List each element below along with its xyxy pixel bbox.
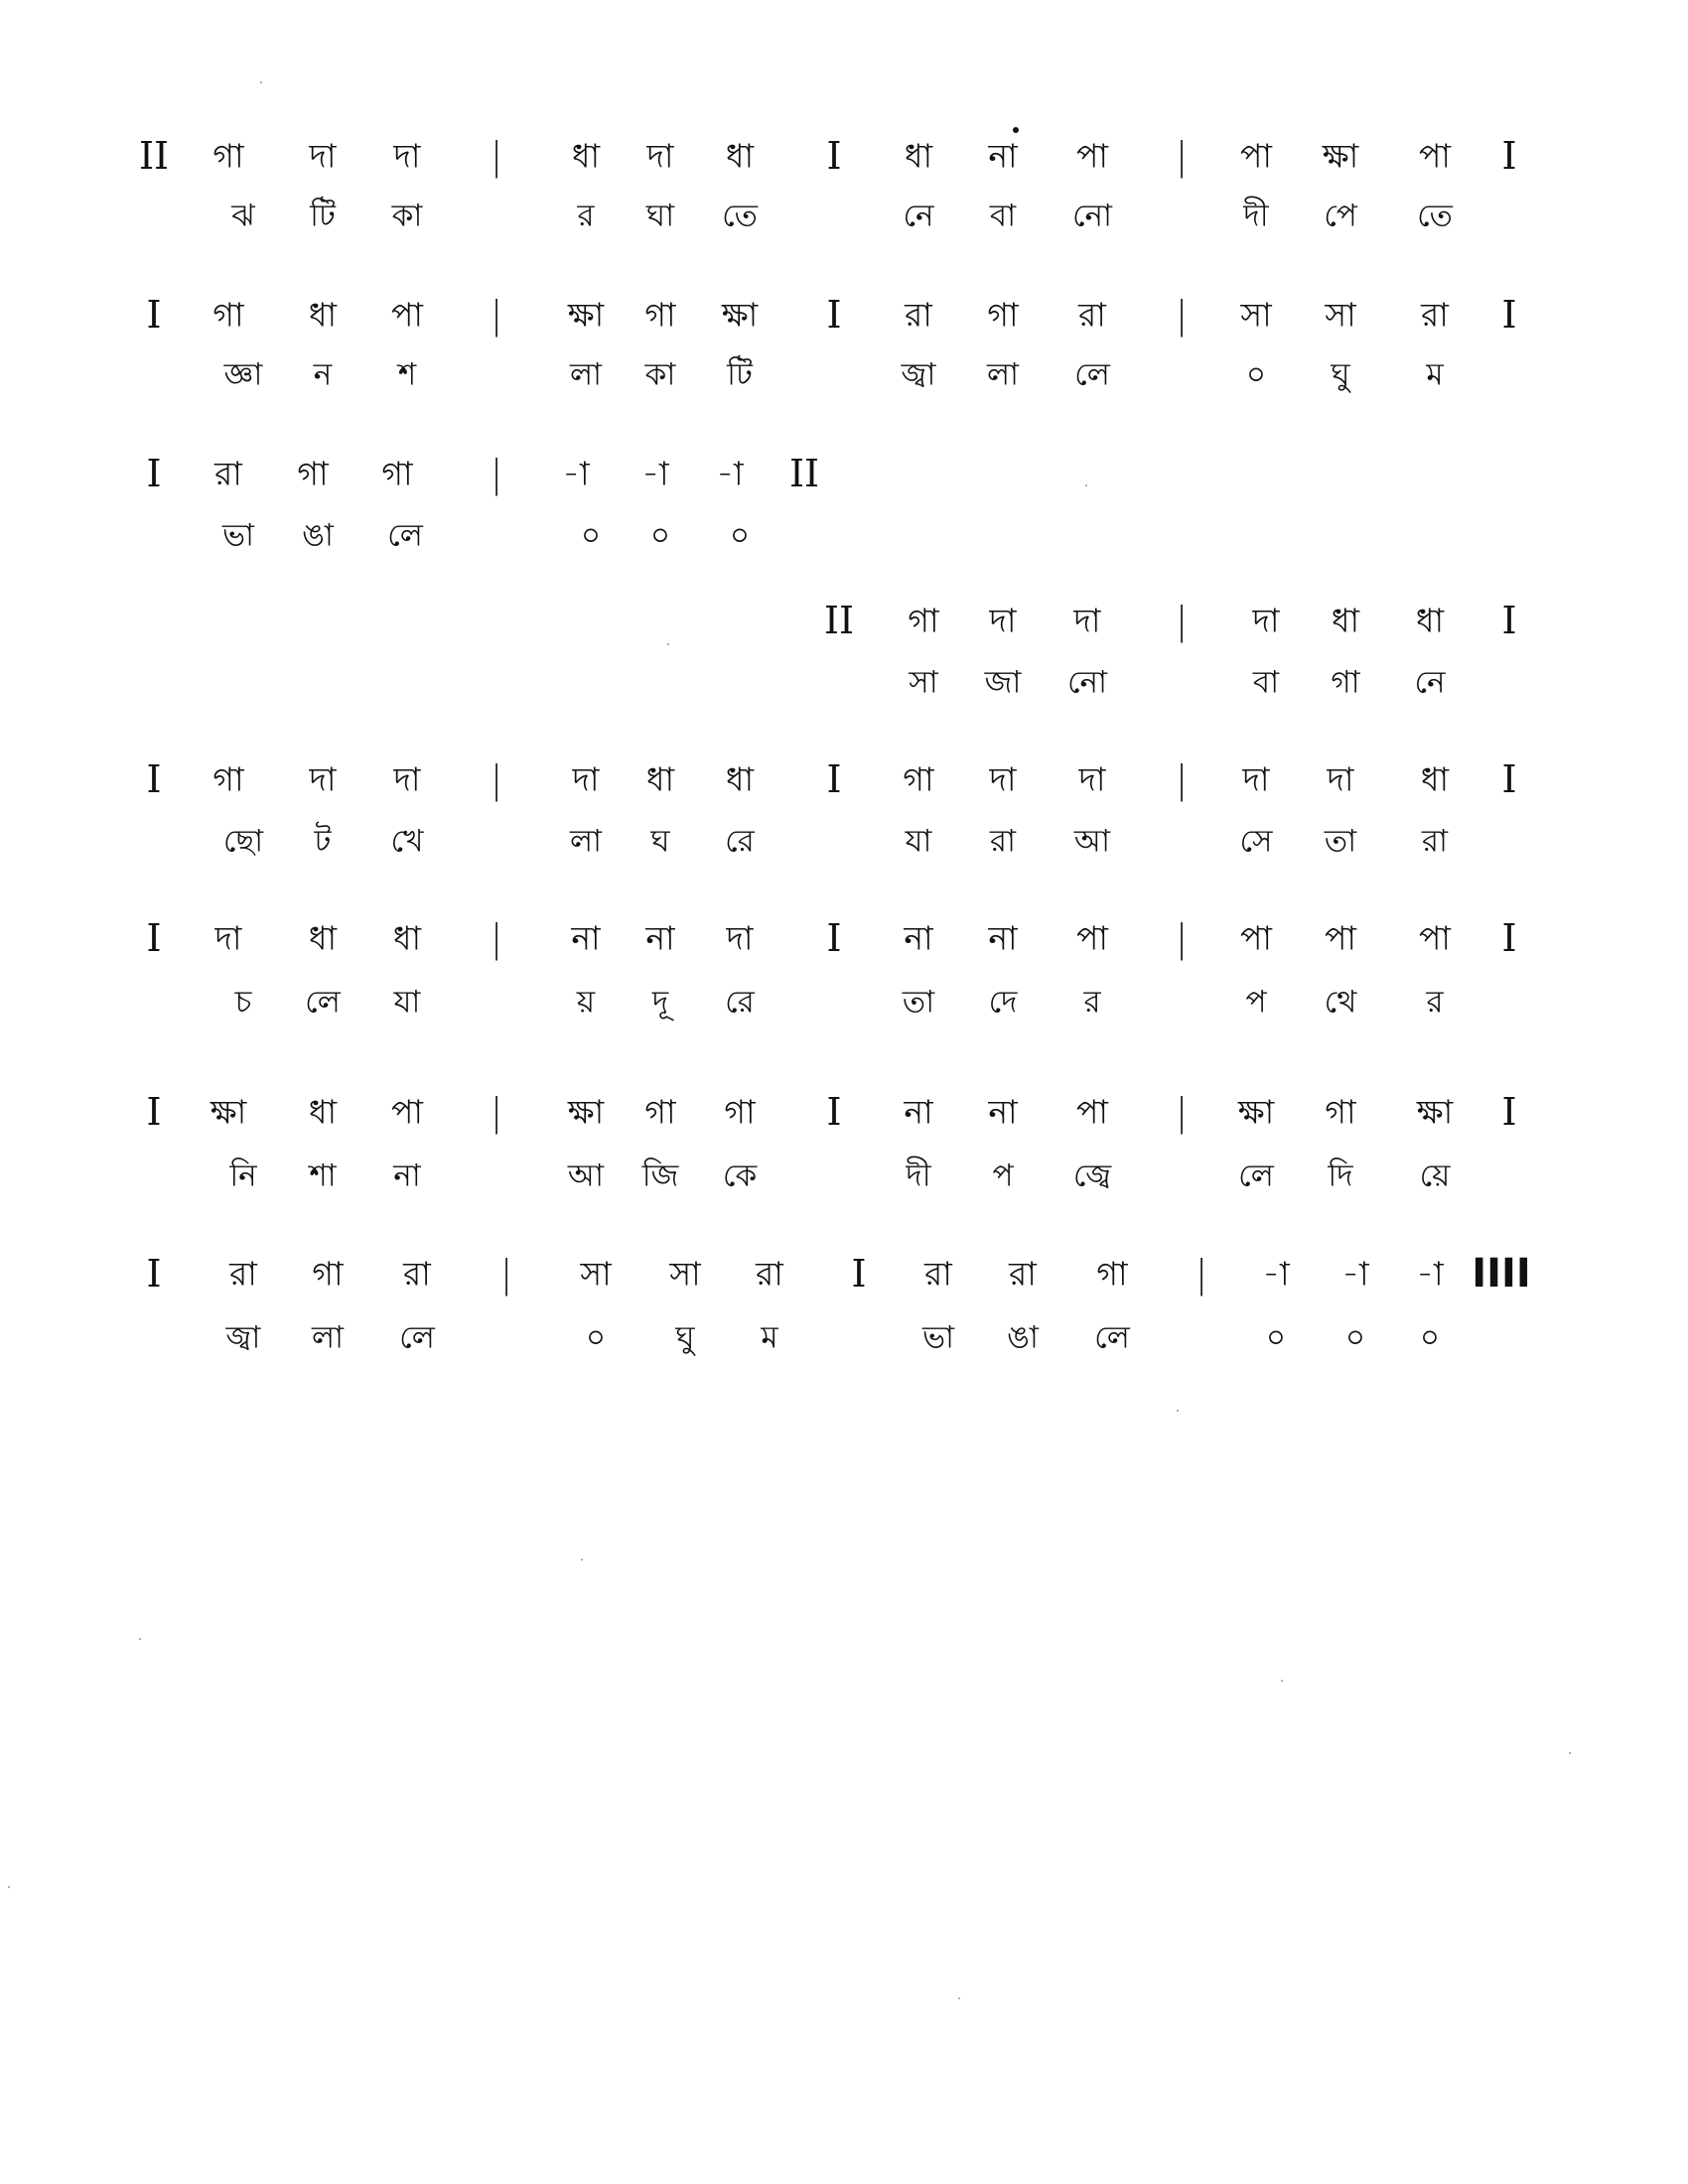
lyric-syllable: ঘ [650,823,670,860]
lyric-syllable: জ্বা [901,356,936,393]
section-start-barline: II [138,134,170,178]
lyric-syllable: রে [725,823,755,860]
swara-note: পা [1325,918,1356,958]
lyric-syllable: জ্বে [1072,1158,1112,1194]
swara-note: দা [646,136,674,176]
swara-note: পা [1076,918,1108,958]
swara-note: দা [393,759,421,799]
swara-note: ধা [1420,759,1450,799]
swara-note: ক্ষা [1237,1092,1275,1132]
lyric-syllable: ঘু [675,1319,695,1356]
swara-note: -া [1262,1254,1290,1294]
swara-note: দা [1252,601,1280,640]
swara-note: -া [716,454,744,493]
lyric-syllable: প [1245,984,1267,1021]
barline: I [826,757,842,801]
lyric-syllable: ঘু [1331,356,1350,393]
lyric-syllable: নো [1066,664,1108,701]
lyric-syllable: তা [902,984,935,1021]
final-double-barline: IIII [1472,1251,1531,1297]
swara-note: পা [1240,918,1272,958]
lyric-syllable: ঝ [231,198,255,234]
swara-note: পা [1419,918,1451,958]
lyric-syllable: কা [391,198,423,234]
lyric-syllable: শ [397,356,417,393]
barline: I [826,916,842,960]
swara-note: রা [756,1254,783,1294]
lyric-syllable: লে [387,517,423,554]
barline: I [1501,134,1517,178]
barline: I [1501,757,1517,801]
swara-note: -া [1341,1254,1369,1294]
lyric-syllable: জ্ঞা [223,356,263,393]
lyric-syllable: না [393,1158,421,1194]
swara-note: ধা [725,759,755,799]
scan-speck [958,1997,960,1999]
barline: I [1501,1090,1517,1134]
scan-speck [1281,1680,1283,1682]
beat-divider: | [490,757,503,801]
swara-note: রা [905,295,932,335]
beat-divider: | [490,1090,503,1134]
swara-note: ক্ষা [567,1092,605,1132]
swara-note: -া [562,454,590,493]
lyric-syllable: যা [905,823,932,860]
lyric-syllable: যা [393,984,421,1021]
swara-note: গা [381,454,413,493]
scan-speck [1569,1752,1571,1754]
lyric-syllable: চ [234,984,252,1021]
swara-note: পা [391,1092,423,1132]
lyric-syllable: র [1426,984,1444,1021]
lyric-syllable: নো [1071,198,1113,234]
lyric-syllable: দী [1243,198,1269,234]
swara-note: দা [1242,759,1270,799]
lyric-syllable: লা [311,1319,345,1356]
barline: I [1501,599,1517,642]
lyric-syllable: দি [1328,1158,1353,1194]
beat-divider: | [1175,1090,1189,1134]
barline: I [1501,916,1517,960]
swara-note: ধা [725,136,755,176]
lyric-syllable: ন [313,356,333,393]
lyric-syllable: ০ [1265,1319,1287,1356]
lyric-syllable: পে [1324,198,1357,234]
lyric-syllable: ঘা [645,198,675,234]
lyric-syllable: লে [399,1319,435,1356]
section-end-barline: II [788,452,820,495]
lyric-syllable: নে [903,198,934,234]
swara-note: না [988,136,1018,176]
lyric-syllable: দী [906,1158,931,1194]
swara-note: সা [669,1254,701,1294]
lyric-syllable: জি [641,1158,679,1194]
lyric-syllable: জ্বা [225,1319,261,1356]
lyric-syllable: ০ [1419,1319,1441,1356]
swara-note: গা [987,295,1019,335]
lyric-syllable: রে [725,984,755,1021]
swara-note: গা [724,1092,756,1132]
lyric-syllable: ০ [729,517,751,554]
beat-divider: | [499,1252,513,1296]
lyric-syllable: য় [576,984,596,1021]
lyric-syllable: ঙা [1007,1319,1039,1356]
swara-note: -া [641,454,669,493]
swara-note: ক্ষা [567,295,605,335]
swara-note: গা [908,601,939,640]
lyric-syllable: ম [761,1319,778,1356]
beat-divider: | [490,452,503,495]
lyric-syllable: নি [229,1158,257,1194]
barline: I [1501,293,1517,337]
swara-note: পা [391,295,423,335]
swara-note: ধা [904,136,933,176]
lyric-syllable: লে [1094,1319,1130,1356]
scan-speck [667,643,669,645]
barline: I [826,293,842,337]
swara-note: পা [1076,136,1108,176]
swara-note: রা [924,1254,952,1294]
swara-note: দা [309,136,337,176]
swara-note: ক্ষা [1416,1092,1454,1132]
lyric-syllable: লা [569,823,603,860]
swara-note: না [988,918,1018,958]
lyric-syllable: শা [309,1158,337,1194]
lyric-syllable: রা [989,823,1017,860]
lyric-syllable: ০ [1245,356,1267,393]
swara-note: সা [1240,295,1272,335]
lyric-syllable: ০ [649,517,671,554]
scan-speck [1085,484,1087,486]
swara-note: ধা [308,295,338,335]
lyric-syllable: টি [310,198,336,234]
lyric-syllable: র [1083,984,1101,1021]
lyric-syllable: খে [390,823,424,860]
lyric-syllable: ০ [580,517,602,554]
swara-note: দা [1078,759,1106,799]
lyric-syllable: ট [314,823,332,860]
lyric-syllable: দূ [651,984,669,1021]
scan-speck [1177,1410,1179,1412]
beat-divider: | [490,916,503,960]
swara-note: রা [1421,295,1449,335]
swara-note: না [988,1092,1018,1132]
swara-note: দা [393,136,421,176]
swara-note: দা [572,759,600,799]
swara-note: গা [644,1092,676,1132]
swara-note: রা [1009,1254,1037,1294]
swara-note: না [904,1092,933,1132]
barline: I [146,1252,162,1296]
swara-note: পা [1419,136,1451,176]
barline: I [146,916,162,960]
barline: I [146,757,162,801]
swara-note: ধা [308,918,338,958]
swara-note: সা [580,1254,612,1294]
swara-note: দা [1327,759,1354,799]
swara-note: গা [212,759,244,799]
lyric-syllable: ছো [222,823,264,860]
lyric-syllable: জা [984,664,1022,701]
lyric-syllable: গা [1331,664,1360,701]
lyric-syllable: সা [909,664,938,701]
beat-divider: | [1175,757,1189,801]
swara-note: না [571,918,601,958]
lyric-syllable: কা [644,356,676,393]
lyric-syllable: ভা [221,517,255,554]
swara-note: গা [1325,1092,1356,1132]
swara-note: -া [1416,1254,1444,1294]
swara-note: ক্ষা [210,1092,247,1132]
section-start-barline: II [823,599,855,642]
beat-divider: | [1195,1252,1208,1296]
swara-note: দা [214,918,242,958]
barline: I [146,1090,162,1134]
scan-speck [260,81,262,83]
beat-divider: | [1175,599,1189,642]
swara-note: ধা [571,136,601,176]
swara-note: গা [903,759,934,799]
beat-divider: | [1175,134,1189,178]
swara-note: গা [312,1254,344,1294]
lyric-syllable: ০ [585,1319,607,1356]
upper-octave-dot [1013,127,1019,133]
lyric-syllable: দে [988,984,1018,1021]
swara-note: ধা [308,1092,338,1132]
beat-divider: | [1175,916,1189,960]
lyric-syllable: তা [1324,823,1357,860]
swara-note: গা [297,454,329,493]
swara-note: গা [212,295,244,335]
barline: I [826,134,842,178]
swara-note: রা [214,454,242,493]
swara-note: ক্ষা [721,295,759,335]
lyric-syllable: কে [722,1158,758,1194]
swara-note: সা [1325,295,1356,335]
swara-note: না [645,918,675,958]
swara-note: ধা [1331,601,1360,640]
swara-note: দা [309,759,337,799]
lyric-syllable: টি [727,356,753,393]
swara-note: গা [1096,1254,1128,1294]
lyric-syllable: লা [986,356,1020,393]
swara-note: গা [644,295,676,335]
lyric-syllable: থে [1324,984,1357,1021]
swara-note: ধা [1415,601,1445,640]
beat-divider: | [490,293,503,337]
lyric-syllable: লে [305,984,341,1021]
swara-note: গা [212,136,244,176]
lyric-syllable: আ [1073,823,1111,860]
lyric-syllable: রা [1421,823,1449,860]
swara-note: না [904,918,933,958]
swara-note: ধা [392,918,422,958]
lyric-syllable: লা [569,356,603,393]
swara-note: রা [403,1254,431,1294]
lyric-syllable: লে [1238,1158,1274,1194]
lyric-syllable: সে [1239,823,1273,860]
swara-note: দা [726,918,754,958]
lyric-syllable: ঙা [302,517,334,554]
barline: I [146,293,162,337]
beat-divider: | [490,134,503,178]
scan-speck [8,1886,10,1888]
scan-speck [581,1559,583,1561]
swara-note: দা [1073,601,1101,640]
barline: I [826,1090,842,1134]
barline: I [851,1252,867,1296]
lyric-syllable: ভা [921,1319,955,1356]
swara-note: পা [1076,1092,1108,1132]
lyric-syllable: য়ে [1419,1158,1451,1194]
swara-note: পা [1240,136,1272,176]
lyric-syllable: বা [989,198,1017,234]
lyric-syllable: ০ [1344,1319,1366,1356]
lyric-syllable: ম [1426,356,1444,393]
lyric-syllable: বা [1252,664,1280,701]
beat-divider: | [1175,293,1189,337]
swara-note: দা [989,601,1017,640]
swara-note: দা [989,759,1017,799]
lyric-syllable: নে [1414,664,1446,701]
lyric-syllable: প [992,1158,1014,1194]
barline: I [146,452,162,495]
swara-note: ধা [645,759,675,799]
swara-note: রা [1078,295,1106,335]
lyric-syllable: লে [1074,356,1110,393]
lyric-syllable: তে [722,198,758,234]
lyric-syllable: র [577,198,595,234]
scan-speck [139,1638,141,1640]
lyric-syllable: তে [1417,198,1453,234]
swara-note: ক্ষা [1322,136,1359,176]
lyric-syllable: আ [567,1158,605,1194]
swara-note: রা [229,1254,257,1294]
